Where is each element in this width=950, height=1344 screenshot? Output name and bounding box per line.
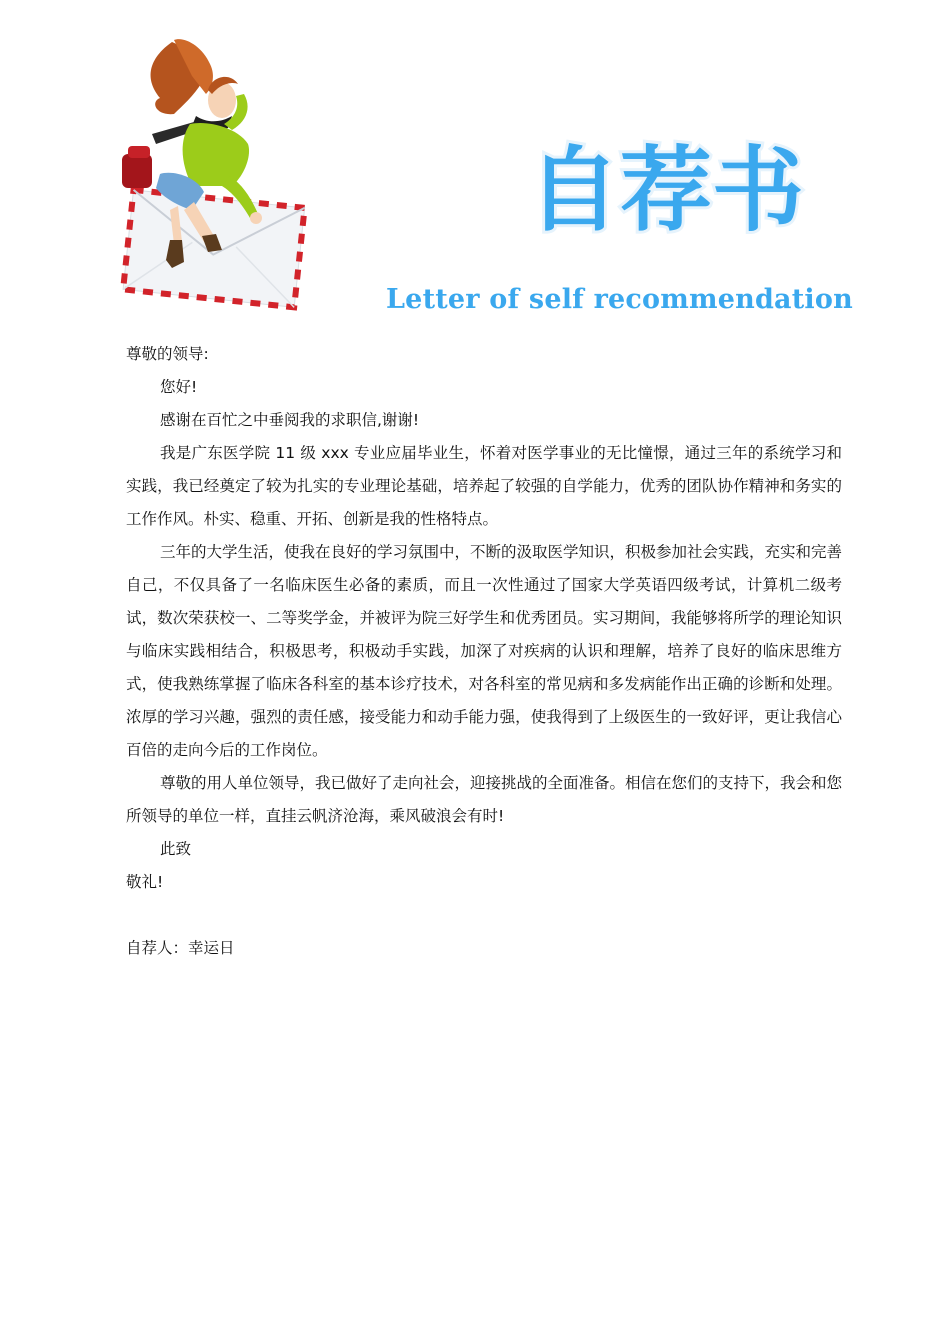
greeting: 您好! [160, 378, 198, 396]
title-cn-logo [522, 110, 852, 270]
title-en: Letter of self recommendation [386, 284, 853, 315]
signature: 自荐人：幸运日 [126, 939, 235, 957]
illustration-svg [112, 36, 312, 314]
letter-body [126, 338, 842, 965]
thanks-line: 感谢在百忙之中垂阅我的求职信,谢谢! [160, 411, 420, 429]
girl-on-envelope-illustration [112, 36, 312, 314]
closing-jing-li: 敬礼! [126, 873, 164, 891]
title-cn-svg [522, 110, 852, 270]
title-cn-text: 自荐书 [528, 137, 805, 244]
salutation: 尊敬的领导: [126, 345, 209, 363]
paragraph-3: 尊敬的用人单位领导，我已做好了走向社会，迎接挑战的全面准备。相信在您们的支持下，我会和您所领导的单位一样，直挂云帆济沧海，乘风破浪会有时! [126, 774, 843, 825]
paragraph-2: 三年的大学生活，使我在良好的学习氛围中，不断的汲取医学知识，积极参加社会实践，充实和完善自己，不仅具备了一名临床医生必备的素质，而且一次性通过了国家大学英语四级考试，计算机二级考试，数次荣获校一、二等奖学金，并被评为院三好学生和优秀团员。实习期间，我能够将所学的理论知识与临床实践相结合，积极思考，积极动手实践，加深了对疾病的认识和理解，培养了良好的临床思维方式，使我熟练掌握了临床各科室的基本诊疗技术，对各科室的常见病和多发病能作出正确的诊断和处理。浓厚的学习兴趣，强烈的责任感，接受能力和动手能力强，使我得到了上级医生的一致好评，更让我信心百倍的走向今后的工作岗位。 [126, 543, 843, 759]
paragraph-1: 我是广东医学院 11 级 xxx 专业应届毕业生，怀着对医学事业的无比憧憬，通过三年的系统学习和实践，我已经奠定了较为扎实的专业理论基础，培养起了较强的自学能力，优秀的团队协作精神和务实的工作作风。朴实、稳重、开拓、创新是我的性格特点。 [126, 444, 842, 528]
closing-ci-zhi: 此致 [160, 840, 192, 858]
